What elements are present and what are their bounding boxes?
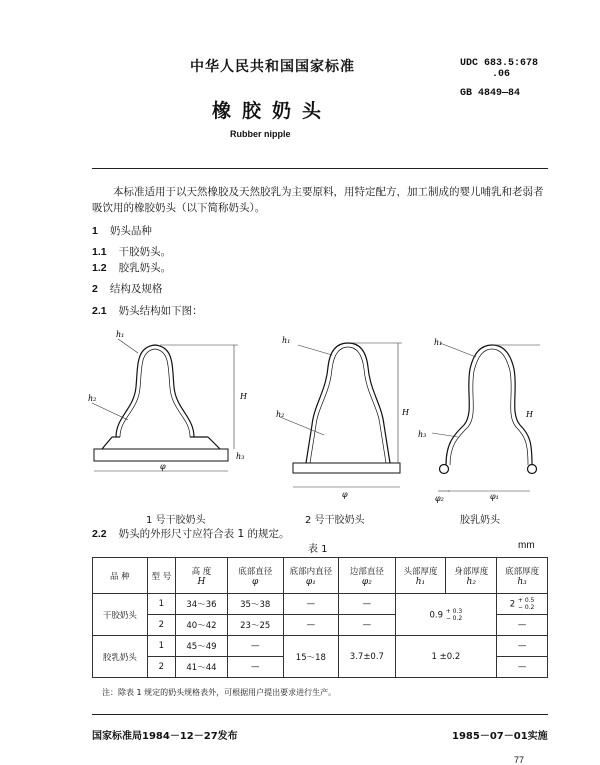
header-symbol: h₁ — [415, 576, 426, 587]
cell-bottom-thickness: — — [497, 657, 548, 678]
cell-base-dia: — — [227, 657, 283, 678]
latex-nipple-figure — [440, 345, 537, 474]
cell-bottom-thickness: — — [497, 636, 548, 657]
cell-rim-dia: — — [339, 615, 395, 636]
udc-code — [460, 58, 538, 80]
tol-upper: + 0.3 — [445, 607, 463, 615]
header-divider — [92, 168, 548, 169]
dim-label-phi: φ — [342, 490, 348, 499]
table-unit: mm — [518, 540, 535, 551]
cell-latex-inner-dia: 15～18 — [283, 636, 339, 678]
section-number: 2 — [92, 283, 98, 295]
header-symbol: H — [197, 576, 206, 587]
dim-label-phi1: φ₁ — [490, 492, 499, 501]
header-bottom-thickness — [497, 558, 548, 594]
cell-height: 40～42 — [176, 615, 228, 636]
header-height — [176, 558, 228, 594]
section-2-2 — [92, 526, 289, 541]
udc-line-1: UDC 683.5:678 — [460, 58, 539, 69]
header-label: 高 度 — [191, 566, 212, 577]
header-base-inner-dia — [283, 558, 339, 594]
gb-code: GB 4849—84 — [460, 88, 521, 99]
table-header-row — [93, 558, 548, 594]
tol-lower: − 0.2 — [517, 604, 535, 611]
header-symbol: φ — [252, 576, 259, 587]
section-text: 干胶奶头。 — [118, 246, 172, 258]
page-number: 77 — [514, 755, 525, 765]
cell-bottom-thickness: — — [497, 615, 548, 636]
spec-table — [92, 557, 548, 678]
group-latex: 胶乳奶头 — [93, 636, 148, 678]
section-number: 2.1 — [92, 305, 107, 317]
section-number: 2.2 — [92, 528, 107, 540]
section-text: 奶头的外形尺寸应符合表 1 的规定。 — [118, 528, 290, 540]
group-dry-rubber: 干胶奶头 — [93, 594, 148, 636]
tol-lower: − 0.2 — [445, 614, 463, 622]
section-title: 结构及规格 — [109, 283, 163, 295]
dim-label-H: H — [240, 392, 247, 401]
section-text: 胶乳奶头。 — [118, 262, 172, 274]
section-number: 1.1 — [92, 246, 107, 258]
thickness-value: 2 — [509, 599, 516, 610]
cell-height: 41～44 — [176, 657, 228, 678]
section-text: 奶头结构如下图： — [118, 305, 203, 317]
figure-caption-1: 1 号干胶奶头 — [146, 515, 206, 526]
document-title-english: Rubber nipple — [230, 129, 291, 139]
nipple-2-figure — [293, 343, 400, 473]
section-number: 1.2 — [92, 262, 107, 274]
header-symbol: φ₂ — [361, 576, 372, 587]
footer-divider — [92, 714, 548, 715]
table-row — [93, 594, 548, 615]
cell-base-dia: — — [227, 636, 283, 657]
dim-label-h1: h₁ — [434, 338, 443, 347]
thickness-tolerance — [518, 597, 534, 611]
header-symbol: φ₁ — [305, 576, 316, 587]
header-variety: 品 种 — [93, 558, 148, 594]
cell-model: 1 — [147, 594, 175, 615]
cell-latex-head-body-thickness: 1 ±0.2 — [395, 636, 497, 678]
effective-date: 1985－07－01实施 — [452, 731, 548, 742]
cell-bottom-thickness — [497, 594, 548, 615]
cell-base-inner-dia: — — [283, 594, 339, 615]
dim-label-phi2: φ₂ — [435, 494, 444, 503]
cell-base-dia: 23～25 — [227, 615, 283, 636]
header-label: 头部厚度 — [403, 566, 438, 577]
header-label: 底部内直径 — [289, 566, 333, 577]
nipple-1-figure — [94, 345, 228, 461]
header-symbol: h₃ — [517, 576, 527, 587]
tol-upper: + 0.5 — [517, 597, 535, 604]
header-base-dia — [227, 558, 283, 594]
table-note: 注：除表 1 规定的奶头规格表外，可根据用户提出要求进行生产。 — [102, 688, 337, 697]
section-title: 奶头品种 — [109, 225, 152, 237]
header-body-thickness — [446, 558, 497, 594]
figure-caption-2: 2 号干胶奶头 — [305, 515, 365, 526]
header-head-thickness — [395, 558, 446, 594]
dim-label-h3: h₃ — [236, 452, 245, 461]
section-2-heading — [92, 281, 162, 296]
cell-height: 34～36 — [176, 594, 228, 615]
header-symbol: h₂ — [466, 576, 476, 587]
dim-label-phi: φ — [160, 462, 166, 471]
dim-label-H: H — [402, 408, 409, 417]
cell-height: 45～49 — [176, 636, 228, 657]
nipple-2-dimensions — [280, 343, 402, 487]
table-row — [93, 636, 548, 657]
dim-label-h1: h₁ — [282, 336, 291, 345]
cell-rim-dia: — — [339, 594, 395, 615]
header-label: 身部厚度 — [454, 566, 489, 577]
cell-latex-rim-dia: 3.7±0.7 — [339, 636, 395, 678]
cell-model: 1 — [147, 636, 175, 657]
cell-base-inner-dia: — — [283, 615, 339, 636]
section-1-2 — [92, 260, 171, 275]
header-rim-dia — [339, 558, 395, 594]
section-number: 1 — [92, 225, 98, 237]
nipple-1-dimensions — [92, 339, 238, 471]
cell-base-dia: 35～38 — [227, 594, 283, 615]
udc-line-2: .06 — [492, 69, 511, 80]
thickness-value: 0.9 — [429, 610, 444, 620]
section-1-heading — [92, 223, 152, 238]
figure-caption-3: 胶乳奶头 — [460, 515, 500, 526]
dim-label-h1: h₁ — [116, 330, 125, 339]
cell-model: 2 — [147, 615, 175, 636]
cell-dry-head-body-thickness — [395, 594, 497, 636]
header-label: 底部直径 — [238, 566, 273, 577]
header-label: 底部厚度 — [505, 566, 540, 577]
header-model: 型 号 — [147, 558, 175, 594]
issue-date: 国家标准局1984－12－27发布 — [92, 731, 238, 742]
thickness-tolerance — [446, 608, 462, 622]
table-caption: 表 1 — [308, 544, 328, 555]
nipple-structure-drawing — [80, 325, 540, 515]
dim-label-h2: h₂ — [276, 410, 285, 419]
intro-paragraph: 本标准适用于以天然橡胶及天然胶乳为主要原料，用特定配方，加工制成的婴儿哺乳和老弱者吸饮用的橡胶奶头（以下简称奶头）。 — [92, 186, 544, 214]
header-label: 边部直径 — [349, 566, 384, 577]
section-2-1 — [92, 303, 203, 318]
dim-label-H: H — [526, 410, 533, 419]
dim-label-h2: h₂ — [88, 394, 97, 403]
section-1-1 — [92, 244, 171, 259]
standard-body: 中华人民共和国国家标准 — [190, 59, 355, 75]
document-title: 橡胶奶头 — [212, 100, 333, 122]
dim-label-h3: h₃ — [418, 430, 427, 439]
cell-model: 2 — [147, 657, 175, 678]
